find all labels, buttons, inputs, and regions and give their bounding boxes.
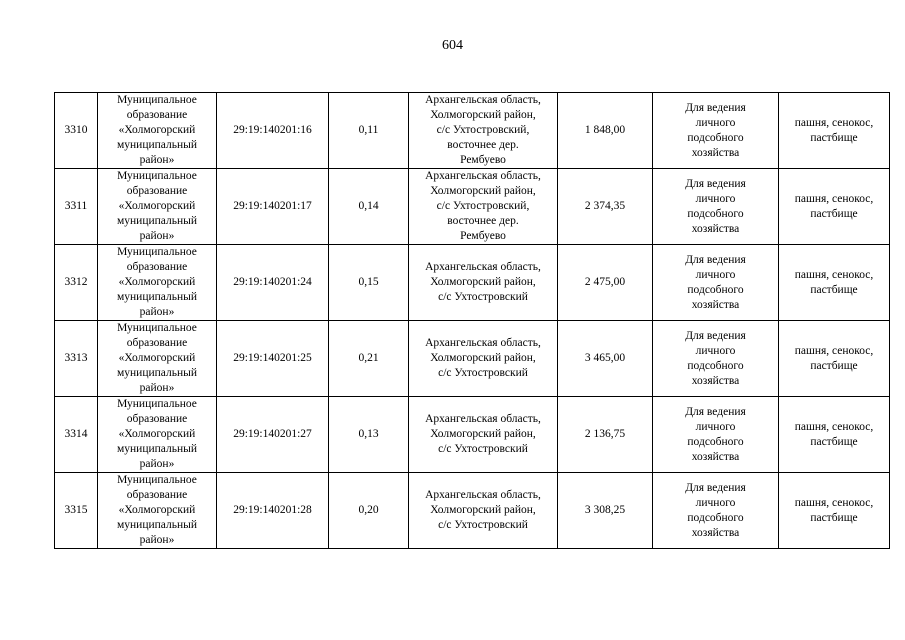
address-cell <box>409 169 558 245</box>
address-cell <box>409 245 558 321</box>
address-line: Архангельская область, <box>425 94 541 106</box>
row-number-cell: 3312 <box>55 245 98 321</box>
table-row <box>55 397 890 473</box>
cadastral-number-cell: 29:19:140201:16 <box>217 93 329 169</box>
permitted-use-cell <box>653 169 779 245</box>
value-cell: 2 136,75 <box>558 397 653 473</box>
owner-cell <box>98 245 217 321</box>
use-line: личного <box>695 116 736 129</box>
address-line: Архангельская область, <box>425 413 541 425</box>
use-line: хозяйства <box>691 450 740 463</box>
owner-line: Муниципальное <box>117 398 197 410</box>
use-line: Для ведения <box>685 329 746 342</box>
use-line: хозяйства <box>691 298 740 311</box>
address-cell <box>409 93 558 169</box>
address-line: Архангельская область, <box>425 261 541 273</box>
use-line: Для ведения <box>685 405 746 418</box>
land-type-line: пастбище <box>810 131 858 144</box>
owner-line: «Холмогорский <box>118 276 196 288</box>
owner-line: «Холмогорский <box>118 352 196 364</box>
value-cell: 2 374,35 <box>558 169 653 245</box>
land-type-line: пашня, сенокос, <box>794 192 874 205</box>
use-line: подсобного <box>687 435 744 448</box>
use-line: Для ведения <box>685 101 746 114</box>
use-line: личного <box>695 420 736 433</box>
cadastral-number-cell: 29:19:140201:17 <box>217 169 329 245</box>
owner-line: Муниципальное <box>117 322 197 334</box>
area-cell: 0,20 <box>329 473 409 549</box>
address-line: с/с Ухтостровский, <box>436 124 530 136</box>
owner-line: «Холмогорский <box>118 504 196 516</box>
permitted-use-cell <box>653 93 779 169</box>
address-line: восточнее дер. <box>447 139 519 151</box>
use-line: подсобного <box>687 283 744 296</box>
owner-line: район» <box>139 306 175 318</box>
area-cell: 0,14 <box>329 169 409 245</box>
owner-cell <box>98 321 217 397</box>
use-line: личного <box>695 344 736 357</box>
address-cell <box>409 397 558 473</box>
owner-cell <box>98 169 217 245</box>
owner-line: район» <box>139 154 175 166</box>
use-line: подсобного <box>687 207 744 220</box>
use-line: Для ведения <box>685 253 746 266</box>
owner-line: «Холмогорский <box>118 124 196 136</box>
address-line: Рембуево <box>460 154 506 166</box>
land-type-line: пашня, сенокос, <box>794 268 874 281</box>
use-line: хозяйства <box>691 146 740 159</box>
owner-line: муниципальный <box>116 215 198 227</box>
value-cell: 2 475,00 <box>558 245 653 321</box>
area-cell: 0,21 <box>329 321 409 397</box>
address-cell <box>409 321 558 397</box>
owner-line: образование <box>126 337 188 349</box>
address-line: Холмогорский район, <box>430 276 536 288</box>
address-cell <box>409 473 558 549</box>
land-type-cell <box>779 169 890 245</box>
owner-line: образование <box>126 109 188 121</box>
page-number: 604 <box>442 38 463 53</box>
address-line: Архангельская область, <box>425 170 541 182</box>
use-line: личного <box>695 192 736 205</box>
use-line: личного <box>695 268 736 281</box>
row-number-cell: 3311 <box>55 169 98 245</box>
owner-line: «Холмогорский <box>118 428 196 440</box>
owner-line: муниципальный <box>116 291 198 303</box>
owner-line: район» <box>139 534 175 546</box>
land-registry-table <box>54 92 890 549</box>
cadastral-number-cell: 29:19:140201:27 <box>217 397 329 473</box>
row-number-cell: 3310 <box>55 93 98 169</box>
row-number-cell: 3314 <box>55 397 98 473</box>
address-line: с/с Ухтостровский <box>438 443 528 455</box>
land-type-line: пашня, сенокос, <box>794 344 874 357</box>
land-type-cell <box>779 473 890 549</box>
table-row <box>55 169 890 245</box>
use-line: подсобного <box>687 359 744 372</box>
area-cell: 0,13 <box>329 397 409 473</box>
owner-line: район» <box>139 382 175 394</box>
land-type-cell <box>779 397 890 473</box>
cadastral-number-cell: 29:19:140201:28 <box>217 473 329 549</box>
use-line: Для ведения <box>685 177 746 190</box>
land-type-line: пашня, сенокос, <box>794 420 874 433</box>
land-type-cell <box>779 245 890 321</box>
table-row <box>55 321 890 397</box>
permitted-use-cell <box>653 397 779 473</box>
owner-line: образование <box>126 261 188 273</box>
use-line: Для ведения <box>685 481 746 494</box>
table-row <box>55 473 890 549</box>
land-type-cell <box>779 93 890 169</box>
owner-line: Муниципальное <box>117 94 197 106</box>
use-line: личного <box>695 496 736 509</box>
address-line: Холмогорский район, <box>430 428 536 440</box>
use-line: подсобного <box>687 511 744 524</box>
value-cell: 3 465,00 <box>558 321 653 397</box>
table-row <box>55 93 890 169</box>
land-type-line: пастбище <box>810 435 858 448</box>
land-type-cell <box>779 321 890 397</box>
address-line: с/с Ухтостровский <box>438 291 528 303</box>
owner-line: район» <box>139 230 175 242</box>
use-line: хозяйства <box>691 374 740 387</box>
use-line: хозяйства <box>691 526 740 539</box>
owner-line: район» <box>139 458 175 470</box>
cadastral-number-cell: 29:19:140201:24 <box>217 245 329 321</box>
owner-line: Муниципальное <box>117 246 197 258</box>
owner-line: Муниципальное <box>117 170 197 182</box>
land-type-line: пастбище <box>810 359 858 372</box>
use-line: хозяйства <box>691 222 740 235</box>
address-line: восточнее дер. <box>447 215 519 227</box>
address-line: Холмогорский район, <box>430 185 536 197</box>
address-line: Холмогорский район, <box>430 352 536 364</box>
area-cell: 0,11 <box>329 93 409 169</box>
owner-line: Муниципальное <box>117 474 197 486</box>
land-type-line: пастбище <box>810 207 858 220</box>
address-line: Холмогорский район, <box>430 504 536 516</box>
owner-line: муниципальный <box>116 139 198 151</box>
land-type-line: пастбище <box>810 511 858 524</box>
value-cell: 3 308,25 <box>558 473 653 549</box>
owner-line: муниципальный <box>116 367 198 379</box>
owner-line: муниципальный <box>116 443 198 455</box>
value-cell: 1 848,00 <box>558 93 653 169</box>
cadastral-number-cell: 29:19:140201:25 <box>217 321 329 397</box>
address-line: с/с Ухтостровский, <box>436 200 530 212</box>
owner-cell <box>98 93 217 169</box>
address-line: с/с Ухтостровский <box>438 367 528 379</box>
table-row <box>55 245 890 321</box>
address-line: Архангельская область, <box>425 489 541 501</box>
permitted-use-cell <box>653 473 779 549</box>
address-line: Холмогорский район, <box>430 109 536 121</box>
permitted-use-cell <box>653 245 779 321</box>
row-number-cell: 3315 <box>55 473 98 549</box>
owner-cell <box>98 473 217 549</box>
address-line: Рембуево <box>460 230 506 242</box>
owner-line: муниципальный <box>116 519 198 531</box>
owner-line: образование <box>126 489 188 501</box>
area-cell: 0,15 <box>329 245 409 321</box>
permitted-use-cell <box>653 321 779 397</box>
land-type-line: пашня, сенокос, <box>794 496 874 509</box>
owner-line: образование <box>126 413 188 425</box>
owner-cell <box>98 397 217 473</box>
row-number-cell: 3313 <box>55 321 98 397</box>
address-line: Архангельская область, <box>425 337 541 349</box>
owner-line: образование <box>126 185 188 197</box>
table-body <box>55 93 890 549</box>
use-line: подсобного <box>687 131 744 144</box>
land-type-line: пастбище <box>810 283 858 296</box>
land-type-line: пашня, сенокос, <box>794 116 874 129</box>
address-line: с/с Ухтостровский <box>438 519 528 531</box>
owner-line: «Холмогорский <box>118 200 196 212</box>
